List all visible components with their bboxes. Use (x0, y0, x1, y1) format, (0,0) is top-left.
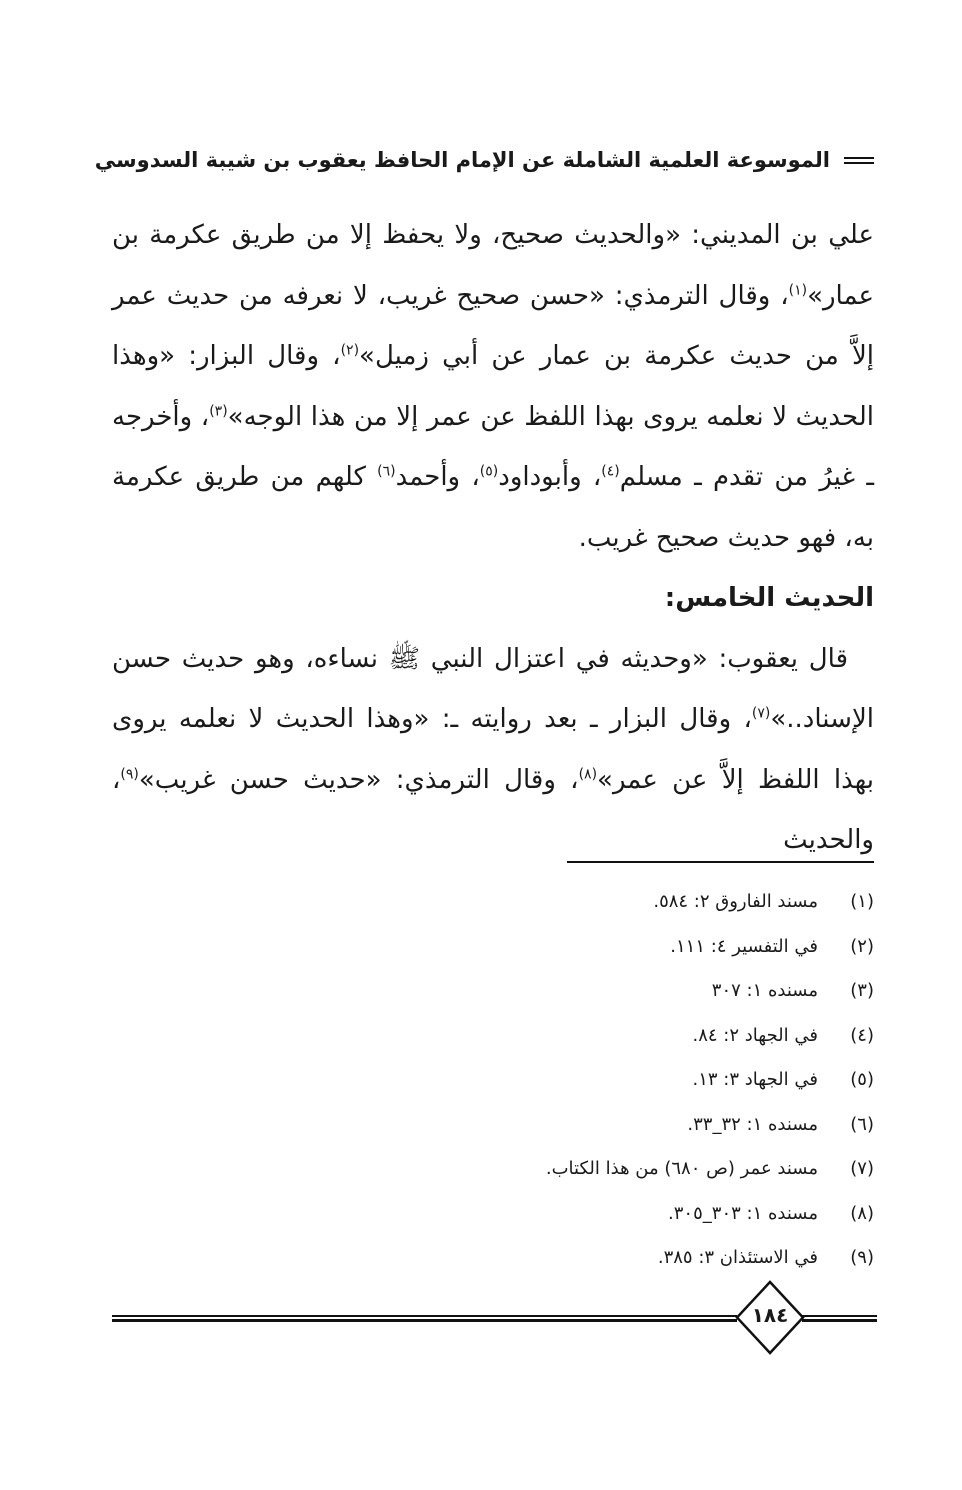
footnote-number: (٧) (850, 1158, 874, 1179)
footnote-ref-5: (٥) (479, 463, 499, 480)
text-segment: ، وأبوداود (498, 462, 602, 492)
footnote-ref-3: (٣) (209, 402, 228, 419)
footnote-item (400, 1192, 874, 1237)
footnote-separator (567, 861, 874, 863)
footnote-text: في الجهاد ٢: ٨٤. (692, 1024, 818, 1046)
paragraph-1 (112, 205, 874, 568)
footnote-text: مسنده ١: ٣٠٧ (711, 980, 818, 1001)
footnote-number: (٤) (850, 1024, 874, 1046)
footer-rule-right (802, 1315, 877, 1322)
text-segment: ، وقال البزار: «وهذا الحديث لا نعلمه يروى بهذا اللفظ عن عمر إلا من هذا الوجه» (112, 341, 874, 432)
text-segment: ، وأحمد (395, 462, 480, 492)
footnote-number: (١) (850, 891, 874, 912)
footnote-ref-2: (٢) (340, 342, 360, 359)
main-text (112, 205, 874, 871)
footnote-number: (٩) (850, 1247, 874, 1268)
running-header (94, 140, 874, 180)
footnote-text: مسند الفاروق ٢: ٥٨٤. (653, 891, 818, 912)
footnote-text: مسنده ١: ٣٢_٣٣. (687, 1113, 818, 1135)
text-segment: ، وأخرجه ـ غيرُ من تقدم ـ مسلم (112, 401, 875, 492)
footnote-ref-6: (٦) (377, 463, 396, 480)
footnote-item (400, 1014, 874, 1059)
footnote-ref-1: (١) (788, 281, 808, 298)
text-segment: ، وقال البزار ـ بعد روايته ـ: «وهذا الحديث لا نعلمه يروى بهذا اللفظ إلاَّ عن عمر» (112, 704, 875, 795)
footnote-ref-9: (٩) (120, 765, 139, 782)
paragraph-2 (112, 629, 874, 871)
footnote-item (400, 1103, 874, 1148)
footnote-number: (٣) (850, 980, 874, 1001)
footnote-text: في الاستئذان ٣: ٣٨٥. (657, 1247, 818, 1268)
footnotes (400, 880, 874, 1281)
text-segment: كلهم من طريق عكرمة به، فهو حديث صحيح غريب. (112, 462, 874, 553)
footnote-number: (٥) (850, 1069, 874, 1090)
footnote-ref-7: (٧) (751, 705, 771, 722)
text-segment: قال يعقوب: «وحديثه في اعتزال النبي ﷺ نساءه، وهو حديث حسن الإسناد..» (112, 643, 874, 734)
page-number: ١٨٤ (751, 1303, 789, 1327)
footnote-number: (٦) (850, 1113, 874, 1135)
footnote-text: في التفسير ٤: ١١١. (670, 935, 818, 957)
footnote-item (400, 1058, 874, 1103)
header-title: الموسوعة العلمية الشاملة عن الإمام الحافظ يعقوب بن شيبة السدوسي (94, 148, 830, 172)
footnote-text: في الجهاد ٣: ١٣. (692, 1069, 818, 1090)
header-rule-right (844, 157, 874, 164)
text-segment: ، وقال الترمذي: «حديث حسن غريب» (138, 764, 579, 795)
footnote-item (400, 969, 874, 1014)
footnote-text: مسنده ١: ٣٠٣_٣٠٥. (668, 1202, 818, 1224)
footnote-item (400, 1147, 874, 1192)
footnote-ref-4: (٤) (601, 463, 620, 480)
footer-rule-left (112, 1315, 737, 1322)
footnote-item (400, 880, 874, 925)
footnote-ref-8: (٨) (578, 765, 598, 782)
text-segment: علي بن المديني: «والحديث صحيح، ولا يحفظ إلا من طريق عكرمة بن عمار» (112, 220, 874, 311)
footnote-item (400, 925, 874, 970)
footnote-text: مسند عمر (ص ٦٨٠) من هذا الكتاب. (545, 1158, 818, 1179)
footnote-number: (٨) (850, 1202, 874, 1224)
text-segment: ، والحديث (112, 764, 874, 855)
section-heading: الحديث الخامس: (664, 583, 874, 613)
text-segment: ، وقال الترمذي: «حسن صحيح غريب، لا نعرفه من حديث عمر إلاَّ من حديث عكرمة بن عمار عن أبي زميل» (112, 280, 874, 371)
footnote-item (400, 1236, 874, 1281)
footnote-number: (٢) (850, 935, 874, 957)
